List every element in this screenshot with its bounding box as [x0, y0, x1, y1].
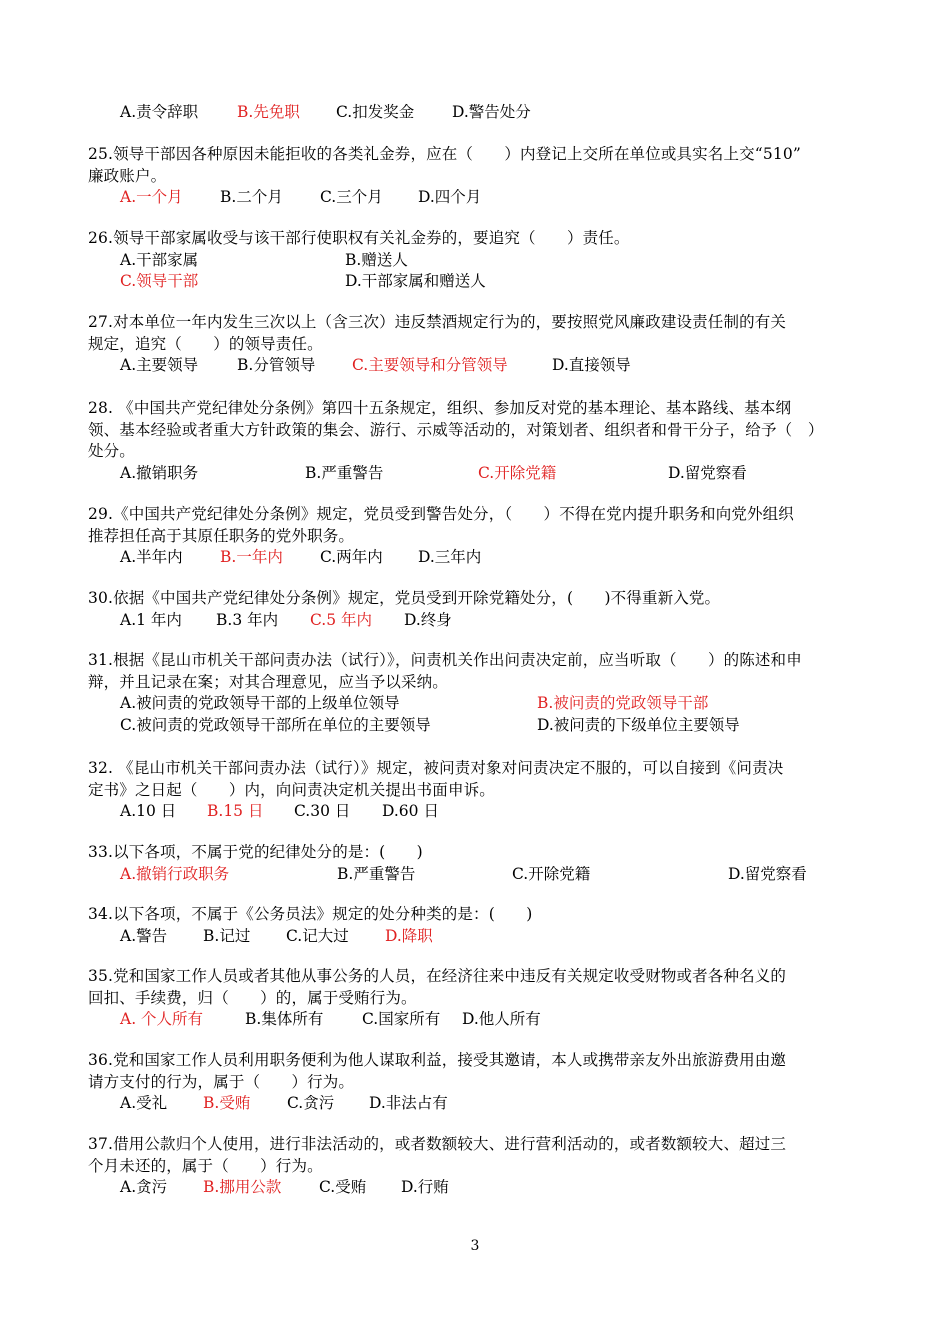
- question-text-line: 37.借用公款归个人使用，进行非法活动的，或者数额较大、进行营利活动的，或者数额较大、超过三: [88, 1135, 787, 1153]
- answer-option: A.贪污: [120, 1178, 168, 1196]
- answer-option: D.干部家属和赠送人: [345, 272, 486, 290]
- answer-option: B.二个月: [220, 188, 283, 206]
- correct-answer-option: B.一年内: [220, 548, 283, 566]
- correct-answer-option: B.挪用公款: [203, 1178, 282, 1196]
- answer-option: A.主要领导: [120, 356, 199, 374]
- correct-answer-option: C.5 年内: [310, 610, 373, 629]
- correct-answer-option: A. 个人所有: [120, 1010, 204, 1028]
- answer-options-row: [0, 461, 950, 485]
- answer-options-row: [0, 545, 950, 569]
- answer-option: D.非法占有: [369, 1094, 448, 1112]
- answer-option: C.扣发奖金: [336, 103, 415, 121]
- answer-options-row: [0, 269, 950, 293]
- answer-options-row: [0, 248, 950, 272]
- answer-option: B.严重警告: [305, 463, 384, 482]
- answer-option: D.留党察看: [668, 463, 747, 482]
- answer-option: B.严重警告: [337, 864, 416, 883]
- answer-option: D.行贿: [401, 1178, 449, 1196]
- answer-option: A.半年内: [120, 548, 183, 566]
- answer-option: B.集体所有: [245, 1010, 324, 1028]
- question-text-line: 回扣、手续费，归（ ）的，属于受贿行为。: [88, 988, 417, 1007]
- answer-option: C.被问责的党政领导干部所在单位的主要领导: [120, 715, 431, 734]
- question-text-line: 个月未还的，属于（ ）行为。: [88, 1156, 323, 1175]
- correct-answer-option: C.领导干部: [120, 272, 199, 290]
- question-text-line: 35.党和国家工作人员或者其他从事公务的人员，在经济往来中违反有关规定收受财物或者各种名义的: [88, 967, 787, 985]
- answer-option: C.两年内: [320, 548, 383, 566]
- answer-option: A.干部家属: [120, 250, 199, 269]
- answer-option: C.国家所有: [362, 1010, 441, 1028]
- question-text-line: 定书》之日起（ ）内，向问责决定机关提出书面申诉。: [88, 780, 495, 799]
- answer-options-row: [0, 353, 950, 377]
- answer-option: B.分管领导: [237, 356, 316, 374]
- correct-answer-option: D.降职: [385, 926, 433, 945]
- answer-options-row: [0, 862, 950, 886]
- correct-answer-option: B.15 日: [207, 802, 264, 820]
- answer-option: D.三年内: [418, 548, 482, 566]
- question-text-line: 27.对本单位一年内发生三次以上（含三次）违反禁酒规定行为的，要按照党风廉政建设责任制的有关: [88, 313, 787, 331]
- correct-answer-option: A.撤销行政职务: [120, 864, 230, 883]
- answer-options-row: [0, 185, 950, 209]
- answer-options-row: [0, 799, 950, 823]
- answer-option: C.开除党籍: [512, 864, 591, 883]
- answer-option: D.60 日: [382, 802, 439, 820]
- answer-option: A.被问责的党政领导干部的上级单位领导: [120, 694, 400, 712]
- answer-option: B.记过: [203, 926, 251, 945]
- question-text-line: 25.领导干部因各种原因未能拒收的各类礼金券，应在（ ）内登记上交所在单位或具实名上交“510”: [88, 145, 801, 163]
- question-text-line: 规定，追究（ ）的领导责任。: [88, 334, 323, 353]
- correct-answer-option: C.主要领导和分管领导: [352, 356, 508, 374]
- correct-answer-option: B.先免职: [237, 103, 300, 121]
- answer-option: C.记大过: [286, 926, 349, 945]
- page-number: 3: [470, 1238, 480, 1254]
- answer-option: D.他人所有: [462, 1010, 541, 1028]
- answer-option: C.三个月: [320, 188, 383, 206]
- answer-option: C.受贿: [319, 1178, 367, 1196]
- question-text-line: 33.以下各项，不属于党的纪律处分的是：( ): [88, 843, 423, 861]
- question-text-line: 30.依据《中国共产党纪律处分条例》规定，党员受到开除党籍处分，( )不得重新入党。: [88, 589, 721, 607]
- question-text-line: 请方支付的行为，属于（ ）行为。: [88, 1072, 355, 1091]
- answer-option: C.贪污: [287, 1094, 335, 1112]
- answer-option: B.3 年内: [216, 610, 279, 629]
- answer-option: B.赠送人: [345, 250, 408, 269]
- question-text-line: 31.根据《昆山市机关干部问责办法（试行）》，问责机关作出问责决定前，应当听取（ ）的陈述和申: [88, 651, 802, 669]
- question-text-line: 32. 《昆山市机关干部问责办法（试行）》规定，被问责对象对问责决定不服的，可以自接到《问责决: [88, 759, 784, 777]
- answer-option: A.警告: [120, 926, 168, 945]
- question-text-line: 廉政账户。: [88, 166, 167, 185]
- correct-answer-option: B.受贿: [203, 1094, 251, 1112]
- answer-option: A.10 日: [120, 802, 177, 820]
- question-text-line: 处分。: [88, 442, 135, 460]
- answer-options-row: [0, 100, 950, 124]
- answer-options-row: [0, 713, 950, 737]
- question-text-line: 34.以下各项，不属于《公务员法》规定的处分种类的是：( ): [88, 905, 533, 923]
- correct-answer-option: B.被问责的党政领导干部: [537, 694, 709, 712]
- question-text-line: 推荐担任高于其原任职务的党外职务。: [88, 526, 355, 545]
- answer-options-row: [0, 691, 950, 715]
- answer-option: A.责令辞职: [120, 103, 199, 121]
- answer-option: D.终身: [404, 610, 452, 629]
- correct-answer-option: A.一个月: [120, 188, 183, 206]
- question-text-line: 26.领导干部家属收受与该干部行使职权有关礼金券的，要追究（ ）责任。: [88, 229, 630, 247]
- question-text-line: 领、基本经验或者重大方针政策的集会、游行、示威等活动的，对策划者、组织者和骨干分子，给予（ ）: [88, 420, 824, 439]
- question-text-line: 辩，并且记录在案；对其合理意见，应当予以采纳。: [88, 672, 448, 691]
- answer-option: D.被问责的下级单位主要领导: [537, 715, 740, 734]
- question-text-line: 36.党和国家工作人员利用职务便利为他人谋取利益，接受其邀请，本人或携带亲友外出旅游费用由邀: [88, 1051, 787, 1069]
- answer-options-row: [0, 1091, 950, 1115]
- answer-option: A.1 年内: [120, 610, 182, 629]
- answer-option: A.受礼: [120, 1094, 168, 1112]
- correct-answer-option: C.开除党籍: [478, 463, 557, 482]
- answer-option: D.四个月: [418, 188, 482, 206]
- answer-options-row: [0, 1175, 950, 1199]
- answer-options-row: [0, 1007, 950, 1031]
- answer-options-row: [0, 924, 950, 948]
- answer-options-row: [0, 608, 950, 632]
- answer-option: D.直接领导: [552, 356, 631, 374]
- answer-option: D.警告处分: [452, 103, 531, 121]
- answer-option: C.30 日: [294, 802, 351, 820]
- question-text-line: 28. 《中国共产党纪律处分条例》第四十五条规定，组织、参加反对党的基本理论、基本路线、基本纲: [88, 399, 792, 417]
- answer-option: D.留党察看: [728, 864, 807, 883]
- question-text-line: 29.《中国共产党纪律处分条例》规定，党员受到警告处分，（ ）不得在党内提升职务和向党外组织: [88, 505, 794, 523]
- answer-option: A.撤销职务: [120, 463, 199, 482]
